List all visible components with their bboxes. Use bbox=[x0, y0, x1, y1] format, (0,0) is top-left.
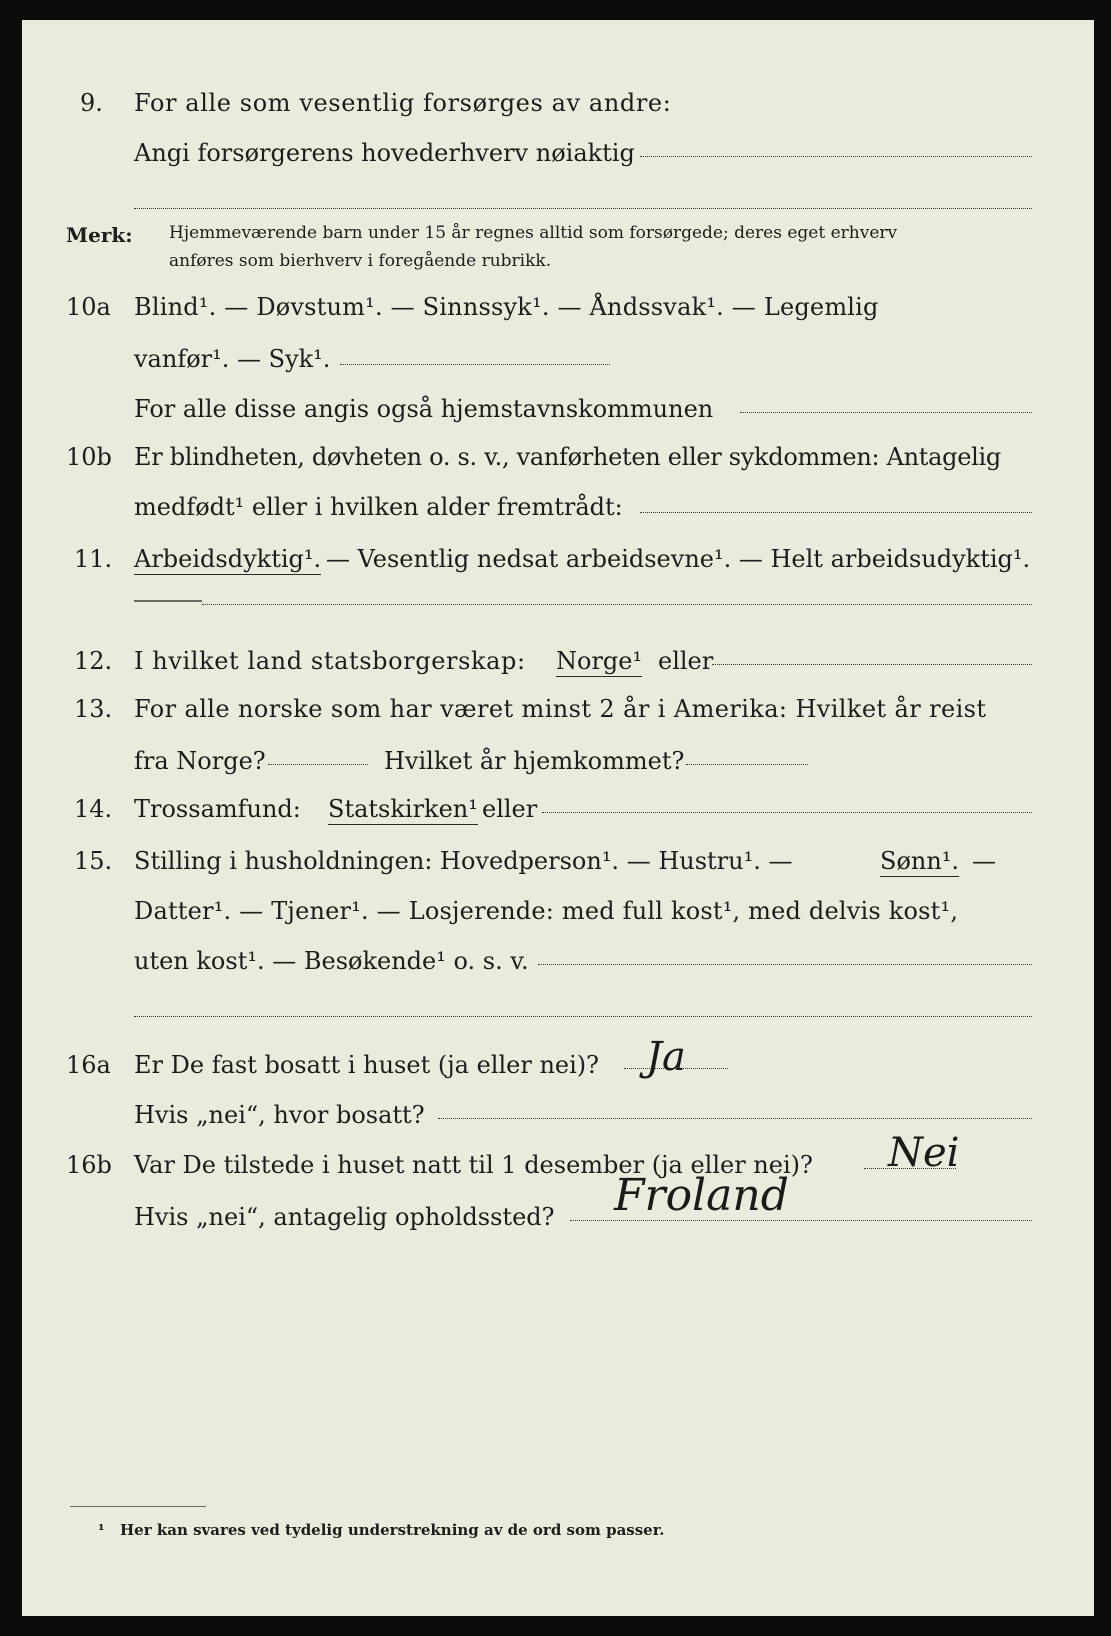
q13-return-field[interactable] bbox=[686, 754, 808, 765]
q10b-number: 10b bbox=[66, 443, 112, 471]
q13-departure-label: fra Norge? bbox=[134, 747, 266, 775]
q14-suffix: eller bbox=[482, 795, 538, 823]
q15-option-sonn[interactable]: Sønn¹. bbox=[880, 847, 960, 875]
q16a-line-2: Hvis „nei“, hvor bosatt? bbox=[134, 1101, 425, 1129]
q16b-line-1: Var De tilstede i huset natt til 1 desember (ja eller nei)? bbox=[134, 1151, 813, 1179]
q11-extra-line[interactable] bbox=[202, 594, 1032, 605]
q10b-age-field[interactable] bbox=[640, 502, 1032, 513]
footnote-mark: ¹ bbox=[98, 1521, 105, 1539]
q12-option-norge[interactable]: Norge¹ bbox=[556, 647, 643, 675]
q14-prefix: Trossamfund: bbox=[134, 795, 301, 823]
q13-line-1: For alle norske som har været minst 2 år i Amerika: Hvilket år reist bbox=[134, 695, 987, 723]
q13-departure-field[interactable] bbox=[268, 754, 368, 765]
q16a-residence-field[interactable] bbox=[438, 1108, 1032, 1119]
merk-line-2: anføres som bierhverv i foregående rubrikk. bbox=[169, 251, 552, 271]
q15-number: 15. bbox=[74, 847, 113, 875]
q16b-handwritten-answer: Nei bbox=[888, 1130, 960, 1176]
q16b-line-2: Hvis „nei“, antagelig opholdssted? bbox=[134, 1203, 555, 1231]
q9-extra-line[interactable] bbox=[134, 198, 1032, 209]
q10b-line-1: Er blindheten, døvheten o. s. v., vanførheten eller sykdommen: Antagelig bbox=[134, 443, 1001, 471]
footnote-separator bbox=[70, 1506, 206, 1507]
q14-option-statskirken[interactable]: Statskirken¹ bbox=[328, 795, 478, 823]
q12-other-country-field[interactable] bbox=[712, 654, 1032, 665]
footnote-text: Her kan svares ved tydelig understrekning av de ord som passer. bbox=[120, 1521, 665, 1539]
q11-options-rest: — Vesentlig nedsat arbeidsevne¹. — Helt arbeidsudyktig¹. bbox=[326, 545, 1031, 573]
q15-line-2: Datter¹. — Tjener¹. — Losjerende: med full kost¹, med delvis kost¹, bbox=[134, 897, 959, 925]
q16a-line-1: Er De fast bosatt i huset (ja eller nei)? bbox=[134, 1051, 600, 1079]
q15-line-3: uten kost¹. — Besøkende¹ o. s. v. bbox=[134, 947, 529, 975]
q9-occupation-label: Angi forsørgerens hovederhverv nøiaktig bbox=[134, 139, 635, 167]
q11-answer-underline bbox=[134, 600, 202, 602]
q13-number: 13. bbox=[74, 695, 113, 723]
q10a-sick-field[interactable] bbox=[340, 354, 610, 365]
merk-line-1: Hjemmeværende barn under 15 år regnes alltid som forsørgede; deres eget erhverv bbox=[169, 223, 898, 243]
q10b-line-2: medfødt¹ eller i hvilken alder fremtrådt: bbox=[134, 493, 623, 521]
q9-occupation-field[interactable] bbox=[640, 146, 1032, 157]
q16a-number: 16a bbox=[66, 1051, 111, 1079]
q10a-line-2: vanfør¹. — Syk¹. bbox=[134, 345, 331, 373]
q16a-handwritten-answer: Ja bbox=[646, 1034, 686, 1080]
q16b-number: 16b bbox=[66, 1151, 112, 1179]
q14-number: 14. bbox=[74, 795, 113, 823]
q15-line-1a: Stilling i husholdningen: Hovedperson¹. — Hustru¹. — bbox=[134, 847, 793, 875]
q12-number: 12. bbox=[74, 647, 113, 675]
q15-extra-line[interactable] bbox=[134, 1006, 1032, 1017]
q13-return-label: Hvilket år hjemkommet? bbox=[384, 747, 685, 775]
q9-number: 9. bbox=[80, 89, 103, 117]
q11-number: 11. bbox=[74, 545, 113, 573]
q12-suffix: eller bbox=[658, 647, 714, 675]
q15-line-1b: — bbox=[972, 847, 996, 875]
q10a-municipality-field[interactable] bbox=[740, 402, 1032, 413]
q9-text: For alle som vesentlig forsørges av andre: bbox=[134, 89, 672, 117]
merk-label: Merk: bbox=[66, 223, 133, 247]
q14-other-field[interactable] bbox=[542, 802, 1032, 813]
q15-other-field[interactable] bbox=[538, 954, 1032, 965]
q10a-line-1: Blind¹. — Døvstum¹. — Sinnssyk¹. — Åndssvak¹. — Legemlig bbox=[134, 293, 879, 321]
q10a-number: 10a bbox=[66, 293, 111, 321]
q10a-line-3: For alle disse angis også hjemstavnskommunen bbox=[134, 395, 714, 423]
census-form-page bbox=[22, 20, 1094, 1616]
q11-option-arbeidsdyktig[interactable]: Arbeidsdyktig¹. bbox=[134, 545, 322, 573]
q12-prefix: I hvilket land statsborgerskap: bbox=[134, 647, 526, 675]
q16b-handwritten-location: Froland bbox=[614, 1170, 789, 1221]
